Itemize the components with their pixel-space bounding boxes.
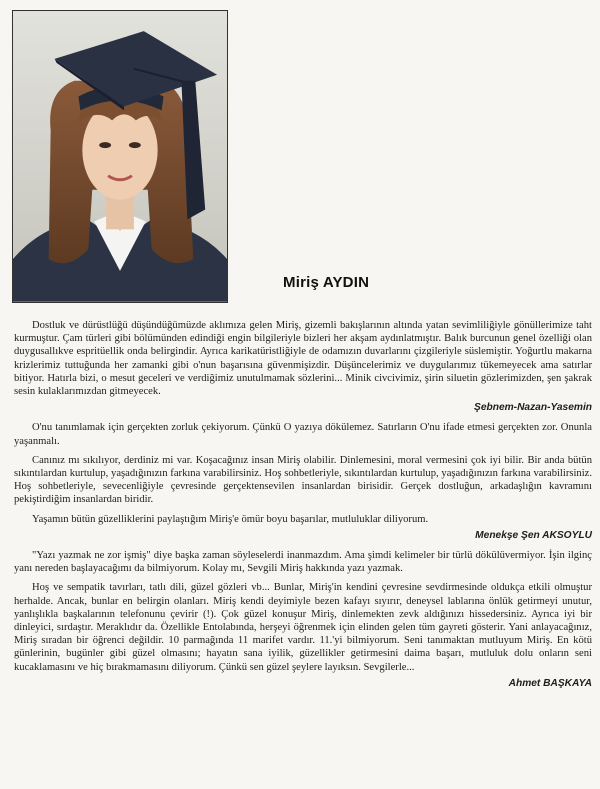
tribute-1-paragraph-1: Dostluk ve dürüstlüğü düşündüğümüzde aklımıza gelen Miriş, gizemli bakışlarının altında yatan sevimliliğiyle gönüllerimize taht kurmuştur. Çam türleri gibi bölümünden edindiği engin bilgileriyle bizleri her akşam aydınlatmıştır. Balık burcunun genel özelliği olan duygusallıkve espritüellik onda belirgindir. Ayrıca karikatüristliğiyle de odamızın duvarlarını çizgileriyle süslemiştir. Yoğurtlu makarna krizlerimiz tuttuğunda her zamanki gibi o'nun başarısına güvenmişizdir. Düşüncelerimiz ve duygularımız tükemeyecek ama satırlar bitiyor. Hatırla bizi, o mesut geceleri ve verdiğimiz unutulmamak sözlerini... Minik civcivimiz, şirin siluetin gözlerimizden, şen şakrak sesin kulaklarımızdan gitmeyecek.: [14, 320, 592, 398]
tribute-2-signature: Menekşe Şen AKSOYLU: [475, 529, 592, 541]
portrait-illustration: [13, 11, 227, 302]
tribute-3-paragraph-1: "Yazı yazmak ne zor işmiş" diye başka zaman söyleselerdi inanmazdım. Ama şimdi kelimeler bir türlü dökülüvermiyor. İşin ilginç yanı nereden başlayacağımı da bilmiyorum. Kolay mı, Sevgili Miriş hakkında yazı yazmak.: [14, 550, 592, 575]
graduation-portrait: [12, 10, 228, 303]
tribute-2-paragraph-2: Canınız mı sıkılıyor, derdiniz mi var. Koşacağınız insan Miriş olabilir. Dinlemesini, moral vermesini çok iyi bilir. Bir anda bütün sıkıntılardan kurtulup, yaşadığınızın farkına varabilirsiniz. Hoş sohbetleriyle, sıkıntılardan kurtulup, yaşadığınızın farkına varabilirsiniz. Hoş sohbetleriyle, sevecenliğiyle çevresinde gerçektensevilen insanlardan birisidir. Gerçek dostluğun, arkadaşlığın kavramını pekiştirdiğim insanlardan biridir.: [14, 454, 592, 506]
tribute-2-paragraph-1: O'nu tanımlamak için gerçekten zorluk çekiyorum. Çünkü O yazıya dökülemez. Satırların O'nu ifade etmesi gerçekten zor. Onunla yaşanmalı.: [14, 422, 592, 447]
tribute-1-signature: Şebnem-Nazan-Yasemin: [474, 402, 592, 414]
tribute-text: [14, 319, 592, 697]
tribute-3-signature: Ahmet BAŞKAYA: [508, 677, 592, 689]
person-name: Miriş AYDIN: [283, 274, 370, 291]
tribute-2-paragraph-3: Yaşamın bütün güzelliklerini paylaştığım Miriş'e ömür boyu başarılar, mutluluklar diliyorum.: [32, 513, 429, 525]
tribute-3-paragraph-2: Hoş ve sempatik tavırları, tatlı dili, güzel gözleri vb... Bunlar, Miriş'in kendini çevresine sevdirmesinde oldukça etkili olmuştur herhalde. Ancak, bunlar en belirgin olanları. Miriş kendi deyimiyle bezen kafayı sıyırır, deneysel lablarına önlük getirmeyi unutur, yanlışlıkla başkalarının telefonunu çevirir (!). Çok güzel konuşur Miriş, dinlemekten zevk aldığınızı hissedersiniz. Ayrıca iyi bir dinleyici, sırdaştır. Meraklıdır da. Özellikle Entolabında, herşeyi öğrenmek için elinden gelen tüm gayreti gösterir. Yani anlayacağınız, Miriş sıradan bir öğrenci değildir. 10 parmağında 11 marifet vardır. 11.'yi bilmiyorum. Seni tanımaktan mutluyum Miriş. En kötü günlerinin, bugünler gibi güzel olmasını; hayatın sana iyilik, güzellikler getirmesini daima başarı, mutluluk dolu onların seni kucaklamasını ve hiç bırakmamasını diliyorum. Çünkü sen güzel şeylere layıksın. Sevgilerle...: [14, 582, 592, 673]
